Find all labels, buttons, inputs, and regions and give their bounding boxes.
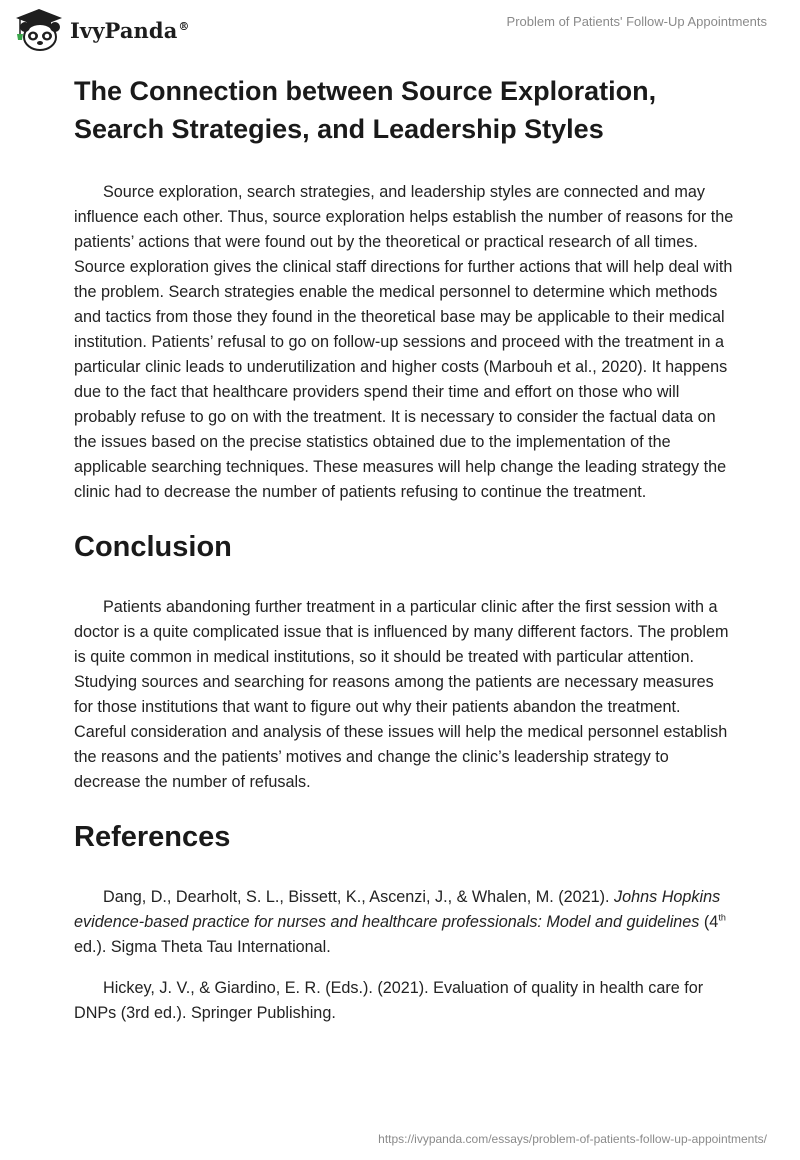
- conclusion-paragraph: Patients abandoning further treatment in a particular clinic after the first session with a doctor is a quite complicated issue that is influenced by many different factors. The problem is quite common in medical institutions, so it should be treated with particular attention. Studying sources and searching for reasons among the patients are necessary measures for those institutions that want to figure out why their patients abandon the treatment. Careful consideration and analysis of these issues will help the medical personnel establish the reasons and the patients’ motives and change the clinic’s leadership strategy to decrease the number of refusals.: [74, 598, 729, 791]
- reference-item: Hickey, J. V., & Giardino, E. R. (Eds.). (2021). Evaluation of quality in health care for DNPs (3rd ed.). Springer Publishing.: [74, 979, 704, 1022]
- essay-content: [74, 72, 734, 1042]
- document-title: Problem of Patients' Follow-Up Appointments: [506, 14, 767, 29]
- conclusion-heading: Conclusion: [74, 531, 232, 563]
- page-header: [0, 0, 800, 60]
- section-heading: The Connection between Source Exploration, Search Strategies, and Leadership Styles: [74, 76, 657, 144]
- section-paragraph: Source exploration, search strategies, and leadership styles are connected and may influence each other. Thus, source exploration helps establish the number of reasons for the patients’ actions that were found out by the theoretical or practical research of all times. Source exploration gives the clinical staff directions for further actions that will help deal with the problem. Search strategies enable the medical personnel to determine which methods and tactics from those they found in the theoretical base may be applicable to their medical institution. Patients’ refusal to go on follow-up sessions and proceed with the treatment in a particular clinic leads to underutilization and higher costs (Marbouh et al., 2020). It happens due to the fact that healthcare providers spend their time and effort on those who will probably refuse to go on with the treatment. It is necessary to consider the factual data on the issues based on the precise statistics obtained due to the implementation of the applicable searching techniques. These measures will help change the leading strategy the clinic had to decrease the number of patients refusing to continue the treatment.: [74, 183, 734, 501]
- ivypanda-logo[interactable]: [14, 8, 190, 52]
- logo-text: IvyPanda®: [70, 17, 190, 43]
- references-heading: References: [74, 821, 231, 853]
- source-url[interactable]: https://ivypanda.com/essays/problem-of-patients-follow-up-appointments/: [378, 1132, 767, 1146]
- panda-graduate-icon: [14, 8, 64, 52]
- reference-item: Dang, D., Dearholt, S. L., Bissett, K., Ascenzi, J., & Whalen, M. (2021). Johns Hopkins evidence-based practice for nurses and healthcare professionals: Model and guidelines (4th ed.). Sigma Theta Tau International.: [74, 888, 726, 956]
